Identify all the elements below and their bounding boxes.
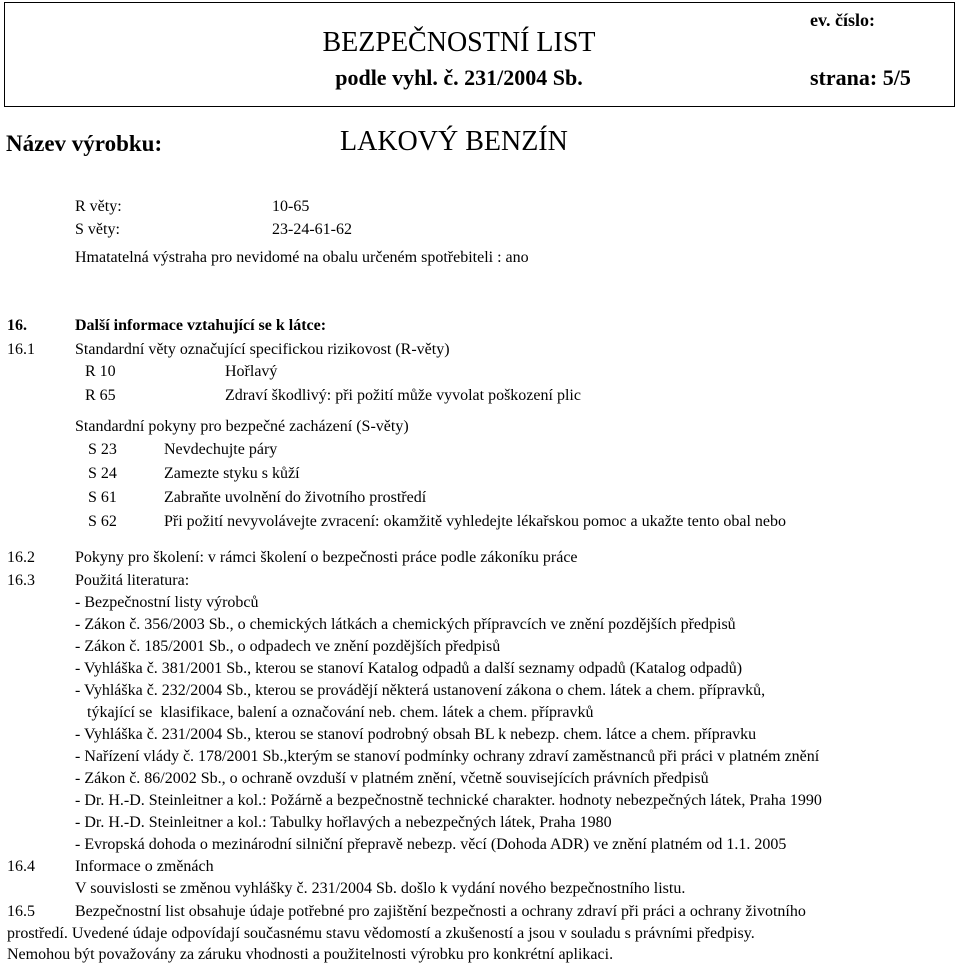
s-phrases-label: S věty: [75,221,120,238]
s-phrase-text: Zabraňte uvolnění do životního prostředí [164,489,427,506]
s-phrase-code: S 62 [88,513,117,530]
section-16-3-title: Použitá literatura: [75,572,190,589]
section-16-3-number: 16.3 [7,572,35,589]
section-16-4-title: Informace o změnách [75,858,214,875]
product-label: Název výrobku: [6,131,163,156]
section-16-5-text-line1: Bezpečnostní list obsahuje údaje potřebné pro zajištění bezpečnosti a ochrany zdraví při práci a ochrany životního [75,903,806,920]
literature-item: - Dr. H.-D. Steinleitner a kol.: Tabulky hořlavých a nebezpečných látek, Praha 1980 [75,814,612,831]
section-16-5-text-line2: prostředí. Uvedené údaje odpovídají současnému stavu vědomostí a zkušeností a jsou v souladu s právními předpisy. [7,925,755,942]
evidence-number-label: ev. číslo: [810,10,875,30]
literature-item: - Dr. H.-D. Steinleitner a kol.: Požárně a bezpečnostně technické charakter. hodnoty nebezpečných látek, Praha 1990 [75,792,822,809]
s-phrases-title: Standardní pokyny pro bezpečné zacházení (S-věty) [75,418,409,435]
section-16-2-text: Pokyny pro školení: v rámci školení o bezpečnosti práce podle zákoníku práce [75,549,578,566]
literature-item: - Vyhláška č. 231/2004 Sb., kterou se stanoví podrobný obsah BL k nebezp. chem. látce a chem. přípravku [75,726,757,743]
literature-item: - Nařízení vlády č. 178/2001 Sb.,kterým se stanoví podmínky ochrany zdraví zaměstnanců při práci v platném znění [75,748,820,765]
r-phrase-text: Hořlavý [225,363,278,380]
product-name: LAKOVÝ BENZÍN [340,126,568,157]
document-subtitle: podle vyhl. č. 231/2004 Sb. [335,65,583,90]
s-phrase-code: S 61 [88,489,117,506]
s-phrase-code: S 24 [88,465,117,482]
section-16-4-text: V souvislosti se změnou vyhlášky č. 231/2004 Sb. došlo k vydání nového bezpečnostního listu. [75,880,686,897]
section-16-5-number: 16.5 [7,903,35,920]
s-phrase-code: S 23 [88,441,117,458]
literature-item: - Zákon č. 86/2002 Sb., o ochraně ovzduší v platném znění, včetně souvisejících právních předpisů [75,770,709,787]
literature-item: - Zákon č. 185/2001 Sb., o odpadech ve znění pozdějších předpisů [75,638,501,655]
literature-item: - Evropská dohoda o mezinárodní silniční přepravě nebezp. věcí (Dohoda ADR) ve znění platném od 1.1. 2005 [75,836,787,853]
literature-item: - Zákon č. 356/2003 Sb., o chemických látkách a chemických přípravcích ve znění pozdějších předpisů [75,616,736,633]
section-16-number: 16. [7,317,27,334]
section-16-1-number: 16.1 [7,341,35,358]
r-phrases-label: R věty: [75,198,122,215]
section-16-4-number: 16.4 [7,858,35,875]
s-phrase-text: Nevdechujte páry [164,441,278,458]
page-number: strana: 5/5 [810,65,911,90]
s-phrase-text: Při požití nevyvolávejte zvracení: okamžitě vyhledejte lékařskou pomoc a ukažte tento obal nebo [164,513,786,530]
literature-item: - Vyhláška č. 381/2001 Sb., kterou se stanoví Katalog odpadů a další seznamy odpadů (Katalog odpadů) [75,660,743,677]
document-title: BEZPEČNOSTNÍ LIST [322,27,596,58]
section-16-title: Další informace vztahující se k látce: [75,317,327,334]
r-phrase-code: R 65 [85,387,116,404]
section-16-1-title: Standardní věty označující specifickou rizikovost (R-věty) [75,341,450,358]
r-phrases-value: 10-65 [272,198,310,215]
literature-item: - Bezpečnostní listy výrobců [75,594,259,611]
r-phrase-text: Zdraví škodlivý: při požití může vyvolat poškození plic [225,387,581,404]
s-phrases-value: 23-24-61-62 [272,221,352,238]
literature-item: - Vyhláška č. 232/2004 Sb., kterou se provádějí některá ustanovení zákona o chem. látek a chem. přípravků, [75,682,766,699]
s-phrase-text: Zamezte styku s kůží [164,465,300,482]
tactile-warning: Hmatatelná výstraha pro nevidomé na obalu určeném spotřebiteli : ano [75,249,529,266]
section-16-2-number: 16.2 [7,549,35,566]
section-16-5-text-line3: Nemohou být považovány za záruku vhodnosti a použitelnosti výrobku pro konkrétní aplikaci. [7,946,614,963]
literature-item: týkající se klasifikace, balení a označování neb. chem. látek a chem. přípravků [75,704,594,721]
r-phrase-code: R 10 [85,363,116,380]
header-box [4,2,955,107]
